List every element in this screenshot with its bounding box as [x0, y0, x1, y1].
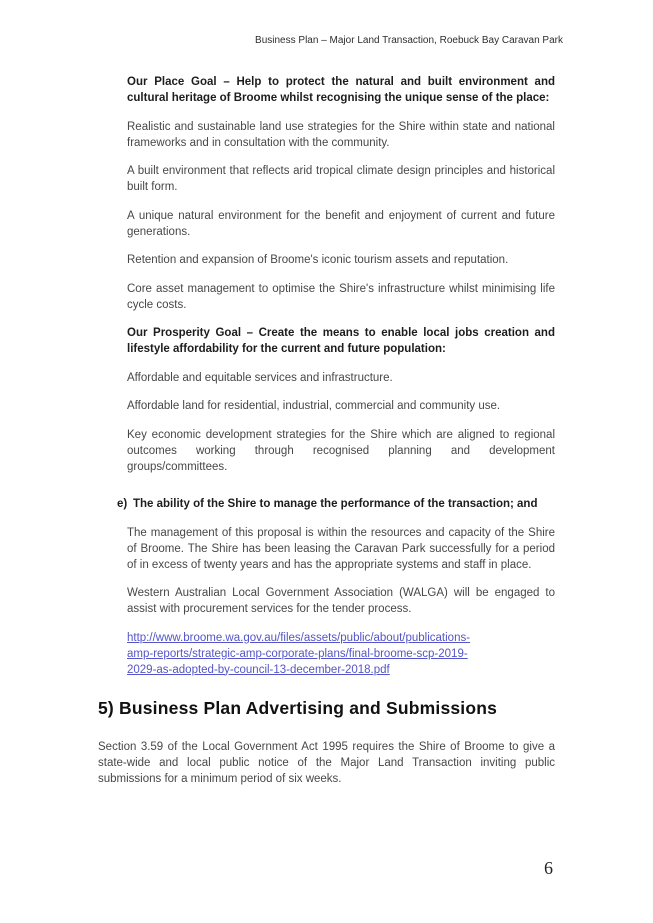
link-line: 2029-as-adopted-by-council-13-december-2018.pdf [127, 663, 390, 676]
link-line: amp-reports/strategic-amp-corporate-plans/final-broome-scp-2019- [127, 647, 468, 660]
prosperity-goal-paragraph: Affordable and equitable services and infrastructure. [127, 371, 393, 384]
broome-scp-pdf-link[interactable] [127, 630, 555, 678]
page-number: 6 [544, 858, 553, 878]
place-goal-paragraph: A unique natural environment for the benefit and enjoyment of current and future generations. [127, 209, 555, 238]
item-e-paragraph: The management of this proposal is within the resources and capacity of the Shire of Broome. The Shire has been leasing the Caravan Park successfully for a period of in excess of twenty years and has the appropriate systems and staff in place. [127, 526, 555, 571]
item-e-paragraph: Western Australian Local Government Association (WALGA) will be engaged to assist with procurement services for the tender process. [127, 587, 555, 615]
place-goal-paragraph: Retention and expansion of Broome's iconic tourism assets and reputation. [127, 254, 509, 266]
hyperlink-block [127, 630, 555, 678]
list-item-e [117, 496, 555, 512]
place-goal-heading: Our Place Goal – Help to protect the natural and built environment and cultural heritage of Broome whilst recognising the unique sense of the place: [127, 76, 555, 104]
running-header-text: Business Plan – Major Land Transaction, Roebuck Bay Caravan Park [255, 35, 563, 46]
prosperity-goal-heading: Our Prosperity Goal – Create the means to enable local jobs creation and lifestyle affordability for the current and future population: [127, 327, 555, 355]
place-goal-paragraph: Realistic and sustainable land use strategies for the Shire within state and national frameworks and in consultation with the community. [127, 120, 555, 149]
prosperity-goal-paragraph: Affordable land for residential, industrial, commercial and community use. [127, 400, 501, 412]
link-line: http://www.broome.wa.gov.au/files/assets/public/about/publications- [127, 631, 471, 644]
section-5-paragraph: Section 3.59 of the Local Government Act 1995 requires the Shire of Broome to give a state-wide and local public notice of the Major Land Transaction inviting public submissions for a minimum period of six weeks. [98, 740, 555, 785]
place-goal-paragraph: Core asset management to optimise the Shire's infrastructure whilst minimising life cycle costs. [127, 282, 555, 311]
list-item-e-label: e) [117, 498, 128, 510]
prosperity-goal-paragraph: Key economic development strategies for the Shire which are aligned to regional outcomes working through recognised planning and development groups/committees. [127, 428, 555, 473]
section-5-heading: 5) Business Plan Advertising and Submissions [98, 697, 498, 718]
place-goal-paragraph: A built environment that reflects arid tropical climate design principles and historical built form. [127, 165, 555, 193]
running-header [0, 0, 563, 47]
list-item-e-heading: The ability of the Shire to manage the performance of the transaction; and [133, 498, 538, 510]
page-content [98, 74, 555, 787]
